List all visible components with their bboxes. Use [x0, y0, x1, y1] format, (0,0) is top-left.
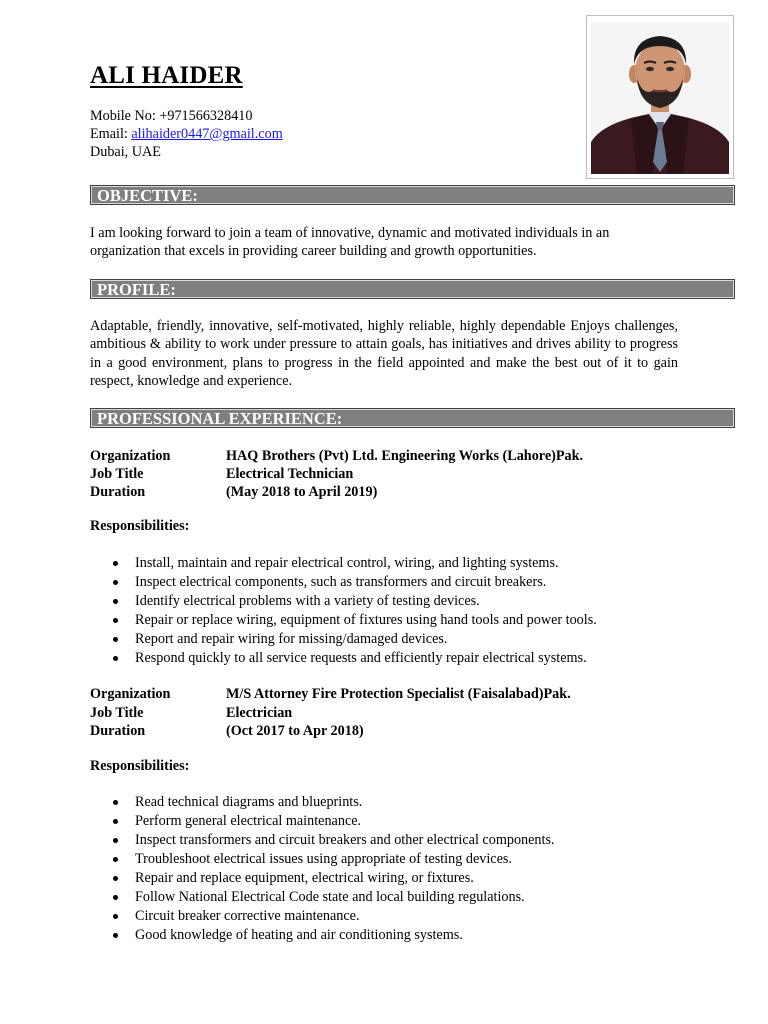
list-item: Respond quickly to all service requests and efficiently repair electrical systems. — [90, 649, 597, 668]
list-item: Inspect electrical components, such as transformers and circuit breakers. — [90, 573, 597, 592]
job1-responsibilities-title: Responsibilities: — [90, 518, 190, 534]
bullet-icon — [113, 838, 118, 843]
bullet-icon — [113, 800, 118, 805]
bullet-icon — [113, 876, 118, 881]
job2-organization: M/S Attorney Fire Protection Specialist (Faisalabad)Pak. — [226, 686, 571, 702]
bullet-icon — [113, 914, 118, 919]
objective-heading: OBJECTIVE: — [90, 185, 735, 205]
job1-title-label: Job Title — [90, 466, 144, 482]
job1-duration-label: Duration — [90, 484, 146, 500]
location-line: Dubai, UAE — [90, 144, 161, 160]
mobile-number: +971566328410 — [159, 108, 253, 124]
bullet-icon — [113, 580, 118, 585]
list-item: Circuit breaker corrective maintenance. — [90, 907, 555, 926]
bullet-icon — [113, 933, 118, 938]
bullet-icon — [113, 599, 118, 604]
job2-responsibilities-list — [90, 793, 555, 945]
objective-text: I am looking forward to join a team of innovative, dynamic and motivated individuals in an organization that excels in providing career building and growth opportunities. — [90, 225, 610, 260]
job1-title-row — [90, 465, 353, 483]
profile-text: Adaptable, friendly, innovative, self-motivated, highly reliable, highly dependable Enjoys challenges, ambitious & ability to work under pressure to attain goals, has initiatives and drives ability to progress in a good environment, plans to progress in the field appointed and make the best out of it to gain respect, knowledge and experience. — [90, 318, 678, 389]
mobile-label: Mobile No: — [90, 108, 160, 124]
mobile-line — [90, 107, 283, 125]
list-item: Identify electrical problems with a variety of testing devices. — [90, 592, 597, 611]
bullet-icon — [113, 857, 118, 862]
job2-duration-row — [90, 722, 364, 740]
job1-responsibilities-list — [90, 554, 597, 668]
job2-organization-row — [90, 685, 571, 703]
list-item: Perform general electrical maintenance. — [90, 812, 555, 831]
job1-title: Electrical Technician — [226, 466, 354, 482]
list-item: Follow National Electrical Code state and local building regulations. — [90, 888, 555, 907]
list-item: Troubleshoot electrical issues using appropriate of testing devices. — [90, 850, 555, 869]
job2-duration: (Oct 2017 to Apr 2018) — [226, 723, 364, 739]
list-item: Repair or replace wiring, equipment of fixtures using hand tools and power tools. — [90, 611, 597, 630]
email-link[interactable]: alihaider0447@gmail.com — [131, 126, 283, 142]
bullet-icon — [113, 656, 118, 661]
job2-responsibilities-title: Responsibilities: — [90, 758, 190, 774]
list-item: Repair and replace equipment, electrical wiring, or fixtures. — [90, 869, 555, 888]
job2-title-label: Job Title — [90, 705, 144, 721]
job1-duration: (May 2018 to April 2019) — [226, 484, 378, 500]
email-line — [90, 125, 283, 143]
job2-title: Electrician — [226, 705, 293, 721]
bullet-icon — [113, 895, 118, 900]
job1-organization: HAQ Brothers (Pvt) Ltd. Engineering Works (Lahore)Pak. — [226, 448, 584, 464]
list-item: Install, maintain and repair electrical control, wiring, and lighting systems. — [90, 554, 597, 573]
profile-photo-frame — [586, 15, 734, 179]
profile-photo — [591, 22, 729, 174]
candidate-name: ALI HAIDER — [90, 62, 243, 89]
contact-block — [90, 107, 283, 161]
job1-duration-row — [90, 483, 377, 501]
bullet-icon — [113, 561, 118, 566]
profile-heading: PROFILE: — [90, 279, 735, 299]
email-label: Email: — [90, 126, 132, 142]
list-item: Read technical diagrams and blueprints. — [90, 793, 555, 812]
list-item: Inspect transformers and circuit breakers and other electrical components. — [90, 831, 555, 850]
bullet-icon — [113, 819, 118, 824]
list-item: Good knowledge of heating and air conditioning systems. — [90, 926, 555, 945]
job2-title-row — [90, 704, 292, 722]
list-item: Report and repair wiring for missing/damaged devices. — [90, 630, 597, 649]
experience-heading: PROFESSIONAL EXPERIENCE: — [90, 408, 735, 428]
bullet-icon — [113, 618, 118, 623]
job1-organization-label: Organization — [90, 448, 171, 464]
job2-organization-label: Organization — [90, 686, 171, 702]
job1-organization-row — [90, 447, 583, 465]
bullet-icon — [113, 637, 118, 642]
job2-duration-label: Duration — [90, 723, 146, 739]
